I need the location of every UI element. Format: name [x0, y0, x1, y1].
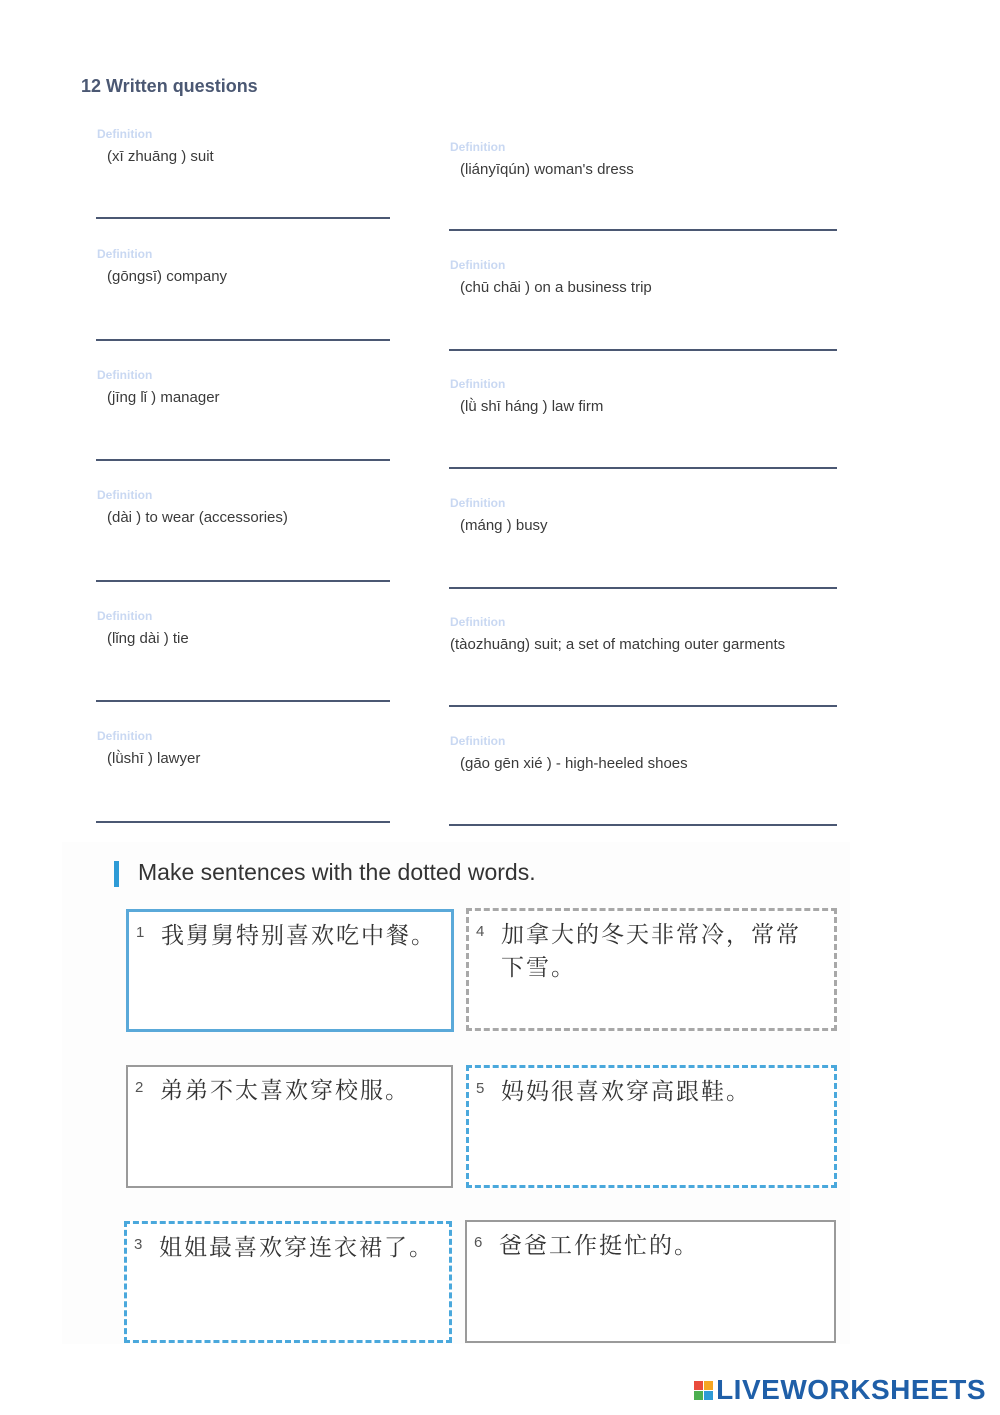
brand-name: LIVEWORKSHEETS: [716, 1374, 986, 1405]
question-text: (dài ) to wear (accessories): [107, 509, 288, 526]
number-badge: 6: [474, 1234, 492, 1254]
question-text: (jīng lǐ ) manager: [107, 389, 220, 406]
definition-label: Definition: [450, 615, 506, 629]
question-item: [97, 729, 200, 767]
definition-label: Definition: [97, 609, 153, 623]
number-badge: 3: [134, 1236, 152, 1256]
question-text: (xī zhuāng ) suit: [107, 148, 214, 165]
answer-line[interactable]: [449, 705, 837, 707]
question-text: (lǜshī ) lawyer: [107, 750, 201, 767]
definition-label: Definition: [97, 368, 153, 382]
liveworksheets-logo[interactable]: [694, 1374, 986, 1406]
question-item: [97, 247, 227, 285]
number-badge: 2: [135, 1079, 153, 1099]
question-text: (chū chāi ) on a business trip: [460, 279, 652, 296]
sentence-text: 加拿大的冬天非常冷，常常下雪。: [501, 922, 801, 981]
sentence-text: 爸爸工作挺忙的。: [499, 1233, 699, 1259]
definition-label: Definition: [450, 496, 506, 510]
sentence-box-1[interactable]: [126, 909, 454, 1032]
answer-line[interactable]: [449, 824, 837, 826]
definition-label: Definition: [97, 729, 153, 743]
question-text: (gāo gēn xié ) - high-heeled shoes: [460, 755, 688, 772]
brand-grid-icon: [694, 1381, 713, 1400]
answer-line[interactable]: [96, 700, 390, 702]
question-item: [450, 734, 688, 772]
question-item: [450, 258, 652, 296]
number-badge: 4: [476, 923, 494, 943]
answer-line[interactable]: [449, 349, 837, 351]
sentence-text: 弟弟不太喜欢穿校服。: [160, 1078, 410, 1104]
question-text: (lǜ shī háng ) law firm: [460, 398, 604, 415]
sentence-box-3[interactable]: [124, 1221, 452, 1343]
question-item: [97, 127, 214, 165]
definition-label: Definition: [450, 377, 506, 391]
sentence-text: 妈妈很喜欢穿高跟鞋。: [501, 1079, 751, 1105]
question-item: [97, 368, 220, 406]
answer-line[interactable]: [449, 587, 837, 589]
answer-line[interactable]: [96, 339, 390, 341]
section-title: 12 Written questions: [81, 76, 258, 96]
question-item: [450, 496, 548, 534]
definition-label: Definition: [97, 247, 153, 261]
answer-line[interactable]: [96, 580, 390, 582]
question-text: (máng ) busy: [460, 517, 548, 534]
answer-line[interactable]: [449, 229, 837, 231]
heading-accent-bar: [114, 861, 119, 887]
question-text: (gōngsī) company: [107, 268, 228, 285]
definition-label: Definition: [97, 127, 153, 141]
question-item: [450, 377, 603, 415]
number-badge: 1: [136, 924, 154, 944]
section-heading: Make sentences with the dotted words.: [138, 859, 536, 885]
number-badge: 5: [476, 1080, 494, 1100]
sentence-box-5[interactable]: [466, 1065, 837, 1188]
question-item: [97, 488, 288, 526]
question-item: [450, 140, 634, 178]
sentence-box-2[interactable]: [126, 1065, 453, 1188]
question-text: (tàozhuāng) suit; a set of matching outer garments: [450, 636, 786, 653]
answer-line[interactable]: [96, 217, 390, 219]
sentence-box-4[interactable]: [466, 908, 837, 1031]
question-item: [97, 609, 189, 647]
answer-line[interactable]: [449, 467, 837, 469]
sentence-text: 姐姐最喜欢穿连衣裙了。: [159, 1235, 434, 1261]
definition-label: Definition: [450, 734, 506, 748]
sentence-text: 我舅舅特别喜欢吃中餐。: [161, 923, 436, 949]
definition-label: Definition: [450, 258, 506, 272]
answer-line[interactable]: [96, 821, 390, 823]
definition-label: Definition: [450, 140, 506, 154]
question-text: (liányīqún) woman's dress: [460, 161, 634, 178]
sentence-box-6[interactable]: [465, 1220, 836, 1343]
answer-line[interactable]: [96, 459, 390, 461]
question-text: (lǐng dài ) tie: [107, 630, 189, 647]
definition-label: Definition: [97, 488, 153, 502]
question-item: [450, 615, 785, 653]
